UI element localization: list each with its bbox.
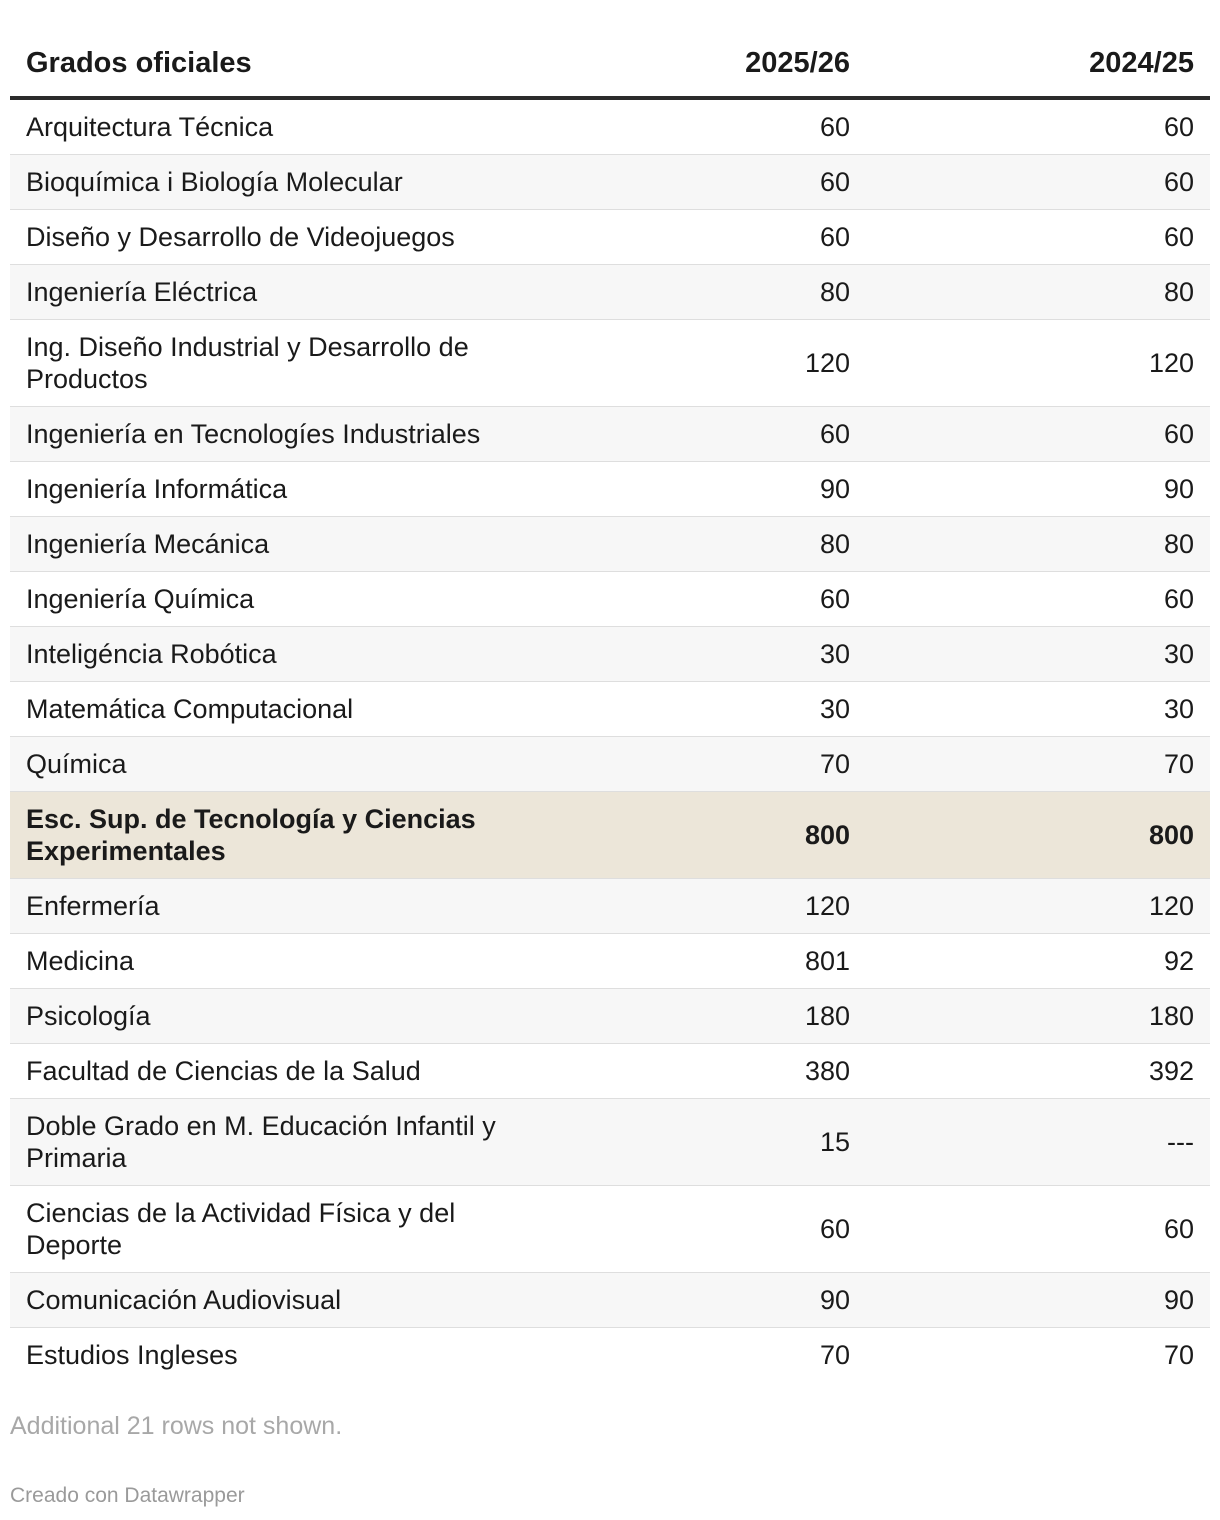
table-row xyxy=(10,572,1210,627)
cell-value-2024-25: 60 xyxy=(866,210,1210,265)
table-row xyxy=(10,98,1210,155)
cell-degree-name: Ingeniería en Tecnologíes Industriales xyxy=(10,407,530,462)
cell-degree-name: Diseño y Desarrollo de Videojuegos xyxy=(10,210,530,265)
cell-value-2024-25: 70 xyxy=(866,1328,1210,1383)
cell-value-2024-25: 80 xyxy=(866,517,1210,572)
cell-value-2024-25: 30 xyxy=(866,627,1210,682)
cell-value-2024-25: --- xyxy=(866,1099,1210,1186)
table-row xyxy=(10,462,1210,517)
cell-value-2024-25: 60 xyxy=(866,1186,1210,1273)
cell-value-2025-26: 801 xyxy=(530,934,866,989)
cell-value-2024-25: 30 xyxy=(866,682,1210,737)
cell-degree-name: Medicina xyxy=(10,934,530,989)
column-header-grados[interactable]: Grados oficiales xyxy=(10,30,530,98)
cell-degree-name: Doble Grado en M. Educación Infantil y Primaria xyxy=(10,1099,530,1186)
cell-value-2024-25: 60 xyxy=(866,572,1210,627)
cell-degree-name: Comunicación Audiovisual xyxy=(10,1273,530,1328)
cell-value-2024-25: 92 xyxy=(866,934,1210,989)
cell-value-2025-26: 70 xyxy=(530,737,866,792)
table-row xyxy=(10,210,1210,265)
cell-value-2024-25: 60 xyxy=(866,155,1210,210)
table-body xyxy=(10,98,1210,1382)
cell-degree-name: Bioquímica i Biología Molecular xyxy=(10,155,530,210)
cell-degree-name: Química xyxy=(10,737,530,792)
cell-value-2025-26: 380 xyxy=(530,1044,866,1099)
table-row xyxy=(10,155,1210,210)
cell-degree-name: Ing. Diseño Industrial y Desarrollo de Productos xyxy=(10,320,530,407)
cell-degree-name: Facultad de Ciencias de la Salud xyxy=(10,1044,530,1099)
table-row xyxy=(10,1044,1210,1099)
cell-value-2025-26: 90 xyxy=(530,462,866,517)
cell-value-2025-26: 80 xyxy=(530,265,866,320)
cell-degree-name: Ciencias de la Actividad Física y del Deporte xyxy=(10,1186,530,1273)
cell-value-2025-26: 60 xyxy=(530,210,866,265)
cell-value-2024-25: 90 xyxy=(866,1273,1210,1328)
cell-degree-name: Psicología xyxy=(10,989,530,1044)
table-row xyxy=(10,934,1210,989)
cell-degree-name: Arquitectura Técnica xyxy=(10,98,530,155)
table-row xyxy=(10,737,1210,792)
cell-degree-name: Ingeniería Eléctrica xyxy=(10,265,530,320)
cell-value-2024-25: 90 xyxy=(866,462,1210,517)
table-row xyxy=(10,627,1210,682)
cell-value-2025-26: 800 xyxy=(530,792,866,879)
table-row xyxy=(10,407,1210,462)
cell-degree-name: Inteligéncia Robótica xyxy=(10,627,530,682)
cell-degree-name: Ingeniería Química xyxy=(10,572,530,627)
datawrapper-credit[interactable]: Creado con Datawrapper xyxy=(10,1484,245,1507)
cell-value-2024-25: 80 xyxy=(866,265,1210,320)
cell-value-2024-25: 120 xyxy=(866,320,1210,407)
cell-degree-name: Matemática Computacional xyxy=(10,682,530,737)
cell-value-2024-25: 70 xyxy=(866,737,1210,792)
cell-degree-name: Enfermería xyxy=(10,879,530,934)
column-header-2024-25[interactable]: 2024/25 xyxy=(866,30,1210,98)
table-row xyxy=(10,1328,1210,1383)
cell-value-2025-26: 180 xyxy=(530,989,866,1044)
cell-value-2025-26: 15 xyxy=(530,1099,866,1186)
table-row xyxy=(10,989,1210,1044)
table-row xyxy=(10,517,1210,572)
cell-value-2024-25: 800 xyxy=(866,792,1210,879)
cell-value-2025-26: 90 xyxy=(530,1273,866,1328)
degrees-table xyxy=(10,30,1210,1382)
rows-not-shown-note: Additional 21 rows not shown. xyxy=(10,1412,343,1440)
cell-value-2025-26: 60 xyxy=(530,407,866,462)
table-row-total xyxy=(10,792,1210,879)
cell-value-2024-25: 180 xyxy=(866,989,1210,1044)
column-header-2025-26[interactable]: 2025/26 xyxy=(530,30,866,98)
cell-value-2024-25: 60 xyxy=(866,407,1210,462)
table-header-row xyxy=(10,30,1210,98)
cell-value-2025-26: 60 xyxy=(530,98,866,155)
table-row xyxy=(10,682,1210,737)
cell-value-2025-26: 70 xyxy=(530,1328,866,1383)
table-row xyxy=(10,320,1210,407)
cell-value-2025-26: 30 xyxy=(530,627,866,682)
cell-value-2025-26: 30 xyxy=(530,682,866,737)
cell-value-2025-26: 60 xyxy=(530,155,866,210)
table-container xyxy=(10,30,1210,1382)
cell-degree-name: Esc. Sup. de Tecnología y Ciencias Experimentales xyxy=(10,792,530,879)
table-row xyxy=(10,1186,1210,1273)
cell-value-2025-26: 120 xyxy=(530,320,866,407)
table-row xyxy=(10,879,1210,934)
cell-value-2025-26: 80 xyxy=(530,517,866,572)
cell-value-2024-25: 120 xyxy=(866,879,1210,934)
cell-value-2024-25: 60 xyxy=(866,98,1210,155)
table-row xyxy=(10,1099,1210,1186)
cell-degree-name: Estudios Ingleses xyxy=(10,1328,530,1383)
cell-value-2025-26: 60 xyxy=(530,572,866,627)
cell-value-2025-26: 60 xyxy=(530,1186,866,1273)
table-row xyxy=(10,1273,1210,1328)
table-row xyxy=(10,265,1210,320)
cell-degree-name: Ingeniería Informática xyxy=(10,462,530,517)
cell-degree-name: Ingeniería Mecánica xyxy=(10,517,530,572)
cell-value-2024-25: 392 xyxy=(866,1044,1210,1099)
cell-value-2025-26: 120 xyxy=(530,879,866,934)
